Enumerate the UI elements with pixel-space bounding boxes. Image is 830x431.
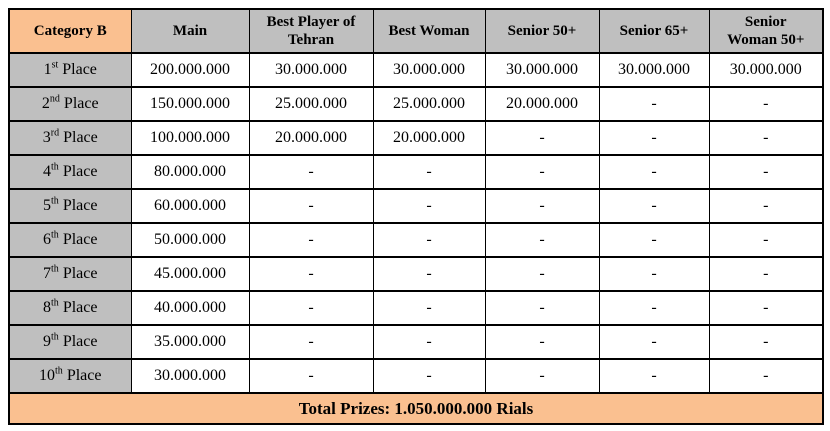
column-header-label: Best Woman [388,23,470,39]
prize-cell: 30.000.000 [485,53,599,87]
total-prizes-cell: Total Prizes: 1.050.000.000 Rials [9,393,823,424]
column-header-label: Senior [744,14,787,30]
place-ordinal: nd [49,93,60,105]
place-word: Place [62,265,98,282]
prize-cell: - [599,155,709,189]
prize-cell: 30.000.000 [373,53,485,87]
prize-cell: 40.000.000 [131,291,249,325]
place-word: Place [62,163,98,180]
column-header-category-b [9,9,131,53]
table-row [9,189,823,223]
header-row [9,9,823,53]
place-number: 4 [43,163,52,180]
prize-cell: 150.000.000 [131,87,249,121]
column-header-senior-50 [485,9,599,53]
prize-cell: - [599,223,709,257]
place-number: 10 [39,367,56,384]
prize-cell: - [709,257,823,291]
prize-cell: - [485,121,599,155]
place-word: Place [63,129,98,146]
place-word: Place [62,333,98,350]
prize-cell: - [599,257,709,291]
prize-cell: - [485,291,599,325]
prize-cell: - [249,325,373,359]
place-number: 1 [43,61,52,78]
prize-cell: - [485,189,599,223]
prize-cell: - [709,189,823,223]
total-row [9,393,823,424]
prize-cell: - [373,257,485,291]
prize-cell: - [599,291,709,325]
place-word: Place [63,95,99,112]
prize-cell: - [373,325,485,359]
row-header-place-5 [9,189,131,223]
place-number: 8 [43,299,52,316]
column-header-label: Category B [33,23,107,39]
column-header-senior-65 [599,9,709,53]
prize-cell: 20.000.000 [373,121,485,155]
place-ordinal: th [51,161,59,173]
place-ordinal: th [51,195,59,207]
prize-cell: - [373,359,485,393]
place-number: 9 [43,333,52,350]
place-word: Place [66,367,102,384]
prize-cell: - [599,359,709,393]
prize-cell: 30.000.000 [709,53,823,87]
prize-cell: - [249,189,373,223]
prize-cell: - [249,223,373,257]
place-number: 6 [43,231,52,248]
prize-cell: 50.000.000 [131,223,249,257]
prize-cell: - [485,257,599,291]
prize-cell: - [373,223,485,257]
place-ordinal: th [51,263,59,275]
place-ordinal: th [51,297,59,309]
prize-cell: 60.000.000 [131,189,249,223]
prize-table [8,8,824,425]
row-header-place-2 [9,87,131,121]
prize-cell: - [599,121,709,155]
prize-cell: - [373,291,485,325]
place-number: 2 [41,95,50,112]
prize-cell: - [373,189,485,223]
prize-cell: - [709,359,823,393]
table-row [9,325,823,359]
prize-cell: 200.000.000 [131,53,249,87]
prize-cell: - [599,189,709,223]
prize-cell: 80.000.000 [131,155,249,189]
prize-cell: - [709,223,823,257]
prize-cell: - [249,291,373,325]
prize-cell: 35.000.000 [131,325,249,359]
table-row [9,291,823,325]
prize-cell: - [485,223,599,257]
column-header-main [131,9,249,53]
prize-cell: - [599,87,709,121]
place-ordinal: th [51,331,59,343]
column-header-senior-woman-50: Senior Woman 50+ [709,9,823,53]
place-number: 7 [43,265,52,282]
prize-cell: - [709,291,823,325]
prize-cell: 20.000.000 [249,121,373,155]
place-ordinal: th [55,365,63,377]
table-row [9,53,823,87]
prize-cell: - [599,325,709,359]
column-header-label: Senior 50+ [507,23,577,39]
column-header-label: Best Player of [266,14,356,30]
column-header-best-player-of-tehran: Best Player of Tehran [249,9,373,53]
prize-cell: - [709,121,823,155]
prize-cell: 45.000.000 [131,257,249,291]
prize-cell: - [485,325,599,359]
prize-cell: - [709,155,823,189]
table-row [9,155,823,189]
prize-cell: 100.000.000 [131,121,249,155]
place-ordinal: th [51,229,59,241]
row-header-place-3 [9,121,131,155]
place-ordinal: st [51,59,59,71]
place-word: Place [62,61,97,78]
place-number: 5 [43,197,52,214]
prize-cell: 25.000.000 [373,87,485,121]
prize-cell: 30.000.000 [599,53,709,87]
prize-cell: - [709,87,823,121]
column-header-best-woman [373,9,485,53]
column-header-label: Senior 65+ [619,23,689,39]
prize-cell: 20.000.000 [485,87,599,121]
place-ordinal: rd [50,127,60,139]
prize-cell: 30.000.000 [131,359,249,393]
place-word: Place [62,197,98,214]
place-word: Place [62,299,98,316]
prize-cell: - [249,257,373,291]
prize-cell: - [249,359,373,393]
row-header-place-9 [9,325,131,359]
row-header-place-8 [9,291,131,325]
table-row [9,121,823,155]
column-header-label: Main [172,23,208,39]
prize-cell: - [373,155,485,189]
table-row [9,223,823,257]
place-word: Place [62,231,98,248]
row-header-place-1 [9,53,131,87]
row-header-place-7 [9,257,131,291]
prize-cell: 30.000.000 [249,53,373,87]
row-header-place-4 [9,155,131,189]
prize-cell: - [485,359,599,393]
prize-cell: - [249,155,373,189]
table-row [9,359,823,393]
place-number: 3 [42,129,51,146]
table-row [9,87,823,121]
row-header-place-6 [9,223,131,257]
row-header-place-10 [9,359,131,393]
table-row [9,257,823,291]
prize-cell: - [485,155,599,189]
prize-cell: - [709,325,823,359]
prize-cell: 25.000.000 [249,87,373,121]
